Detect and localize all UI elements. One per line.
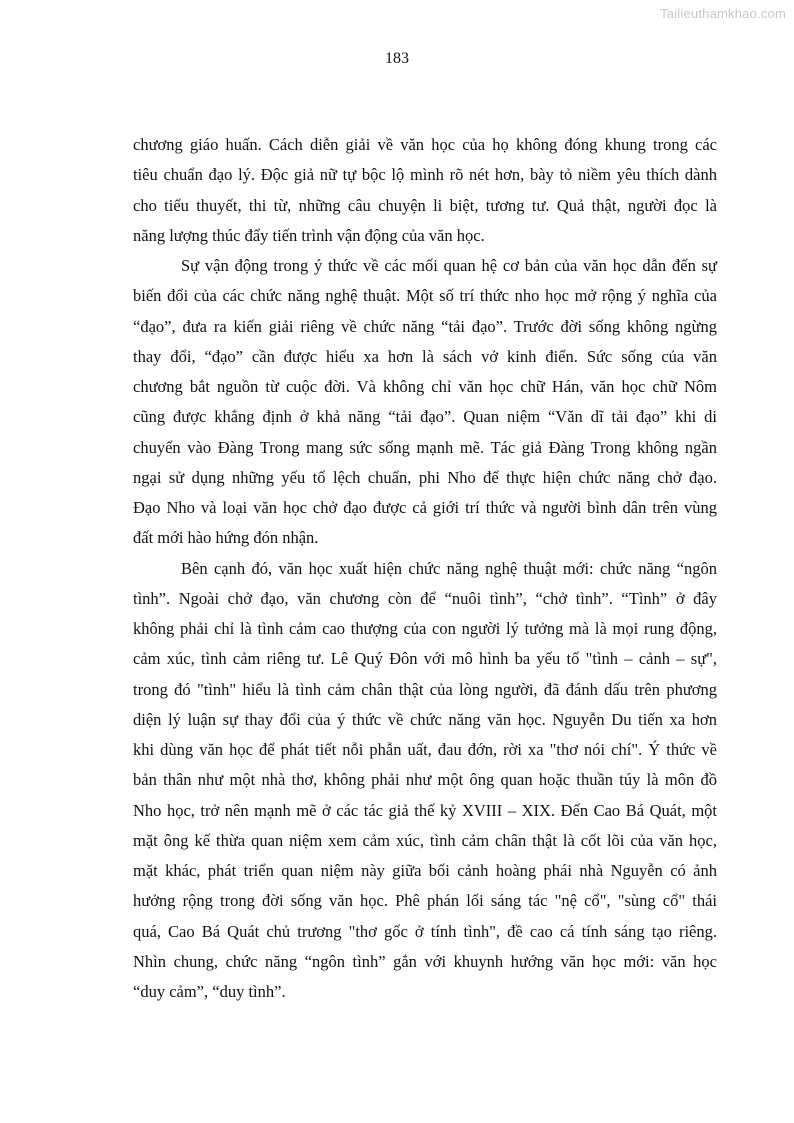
- text-line: khi dùng văn học để phát tiết nỗi phẫn uất, đau đớn, rời xa "thơ nói chí". Ý thức về: [133, 740, 717, 759]
- paragraph-1: [133, 130, 717, 251]
- text-line: cho tiểu thuyết, thi từ, những câu chuyện li biệt, tương tư. Quả thật, người đọc là: [133, 195, 717, 215]
- page-number: 183: [385, 50, 409, 67]
- text-line: “đạo”, đưa ra kiến giải riêng về chức năng “tải đạo”. Trước đời sống không ngừng: [133, 316, 717, 336]
- text-line: mặt ông kế thừa quan niệm xem cảm xúc, tình cảm chân thật là cốt lõi của văn học,: [133, 830, 717, 850]
- text-line: tiêu chuẩn đạo lý. Độc giả nữ tự bộc lộ mình rõ nét hơn, bày tỏ niềm yêu thích dành: [133, 165, 717, 185]
- text-line: năng lượng thúc đẩy tiến trình vận động của văn học.: [133, 225, 485, 245]
- text-line: Nho học, trở nên mạnh mẽ ở các tác giả thế kỷ XVIII – XIX. Đến Cao Bá Quát, một: [133, 800, 717, 820]
- text-line: chương giáo huấn. Cách diễn giải về văn học của họ không đóng khung trong các: [133, 135, 717, 154]
- paragraph-3: [133, 554, 717, 1008]
- text-line: đất mới hào hứng đón nhận.: [133, 528, 319, 548]
- text-line: tình”. Ngoài chở đạo, văn chương còn để “nuôi tình”, “chở tình”. “Tình” ở đây: [133, 588, 717, 608]
- text-line: biến đổi của các chức năng nghệ thuật. Một số trí thức nho học mở rộng ý nghĩa của: [133, 286, 717, 306]
- text-line: chuyển vào Đàng Trong mang sức sống mạnh mẽ. Tác giả Đàng Trong không ngần: [133, 437, 717, 457]
- text-line: hưởng rộng trong đời sống văn học. Phê phán lối sáng tác "nệ cổ", "sùng cổ" thái: [133, 891, 717, 911]
- text-line: cảm xúc, tình cảm riêng tư. Lê Quý Đôn với mô hình ba yếu tố "tình – cảnh – sự",: [133, 649, 717, 669]
- text-line: ngại sử dụng những yếu tố lệch chuẩn, phi Nho để thực hiện chức năng chở đạo.: [133, 467, 717, 487]
- text-line: Đạo Nho và loại văn học chở đạo được cả giới trí thức và người bình dân trên vùng: [133, 498, 717, 517]
- paragraph-2: [133, 251, 717, 554]
- text-line: Bên cạnh đó, văn học xuất hiện chức năng nghệ thuật mới: chức năng “ngôn: [181, 558, 717, 578]
- body-text: [133, 130, 717, 1007]
- text-line: bản thân như một nhà thơ, không phải như một ông quan hoặc thuần túy là môn đồ: [133, 770, 717, 790]
- text-line: “duy cảm”, “duy tình”.: [133, 982, 286, 1001]
- text-line: chương bắt nguồn từ cuộc đời. Và không chỉ văn học chữ Hán, văn học chữ Nôm: [133, 377, 717, 396]
- text-line: Sự vận động trong ý thức về các mối quan hệ cơ bản của văn học dẫn đến sự: [181, 256, 717, 275]
- text-line: không phải chỉ là tình cảm cao thượng của con người lý tưởng mà là mọi rung động,: [133, 619, 717, 638]
- text-line: cũng được khẳng định ở khả năng “tải đạo”. Quan niệm “Văn dĩ tải đạo” khi di: [133, 407, 717, 427]
- text-line: trong đó "tình" hiểu là tình cảm chân thật của lòng người, đã đánh dấu trên phương: [133, 679, 717, 699]
- text-line: mặt khác, phát triển quan niệm này giữa bối cảnh hoàng phái nhà Nguyễn có ảnh: [133, 861, 717, 880]
- text-line: Nhìn chung, chức năng “ngôn tình” gắn với khuynh hướng văn học mới: văn học: [133, 951, 717, 971]
- text-line: quá, Cao Bá Quát chủ trương "thơ gốc ở tính tình", đề cao cá tính sáng tạo riêng.: [133, 921, 717, 941]
- watermark: Tailieuthamkhao.com: [660, 6, 786, 21]
- text-line: diện lý luận sự thay đổi của ý thức về chức năng văn học. Nguyễn Du tiến xa hơn: [133, 709, 717, 729]
- text-line: thay đổi, “đạo” cần được hiểu xa hơn là sách vở kinh điển. Sức sống của văn: [133, 346, 717, 366]
